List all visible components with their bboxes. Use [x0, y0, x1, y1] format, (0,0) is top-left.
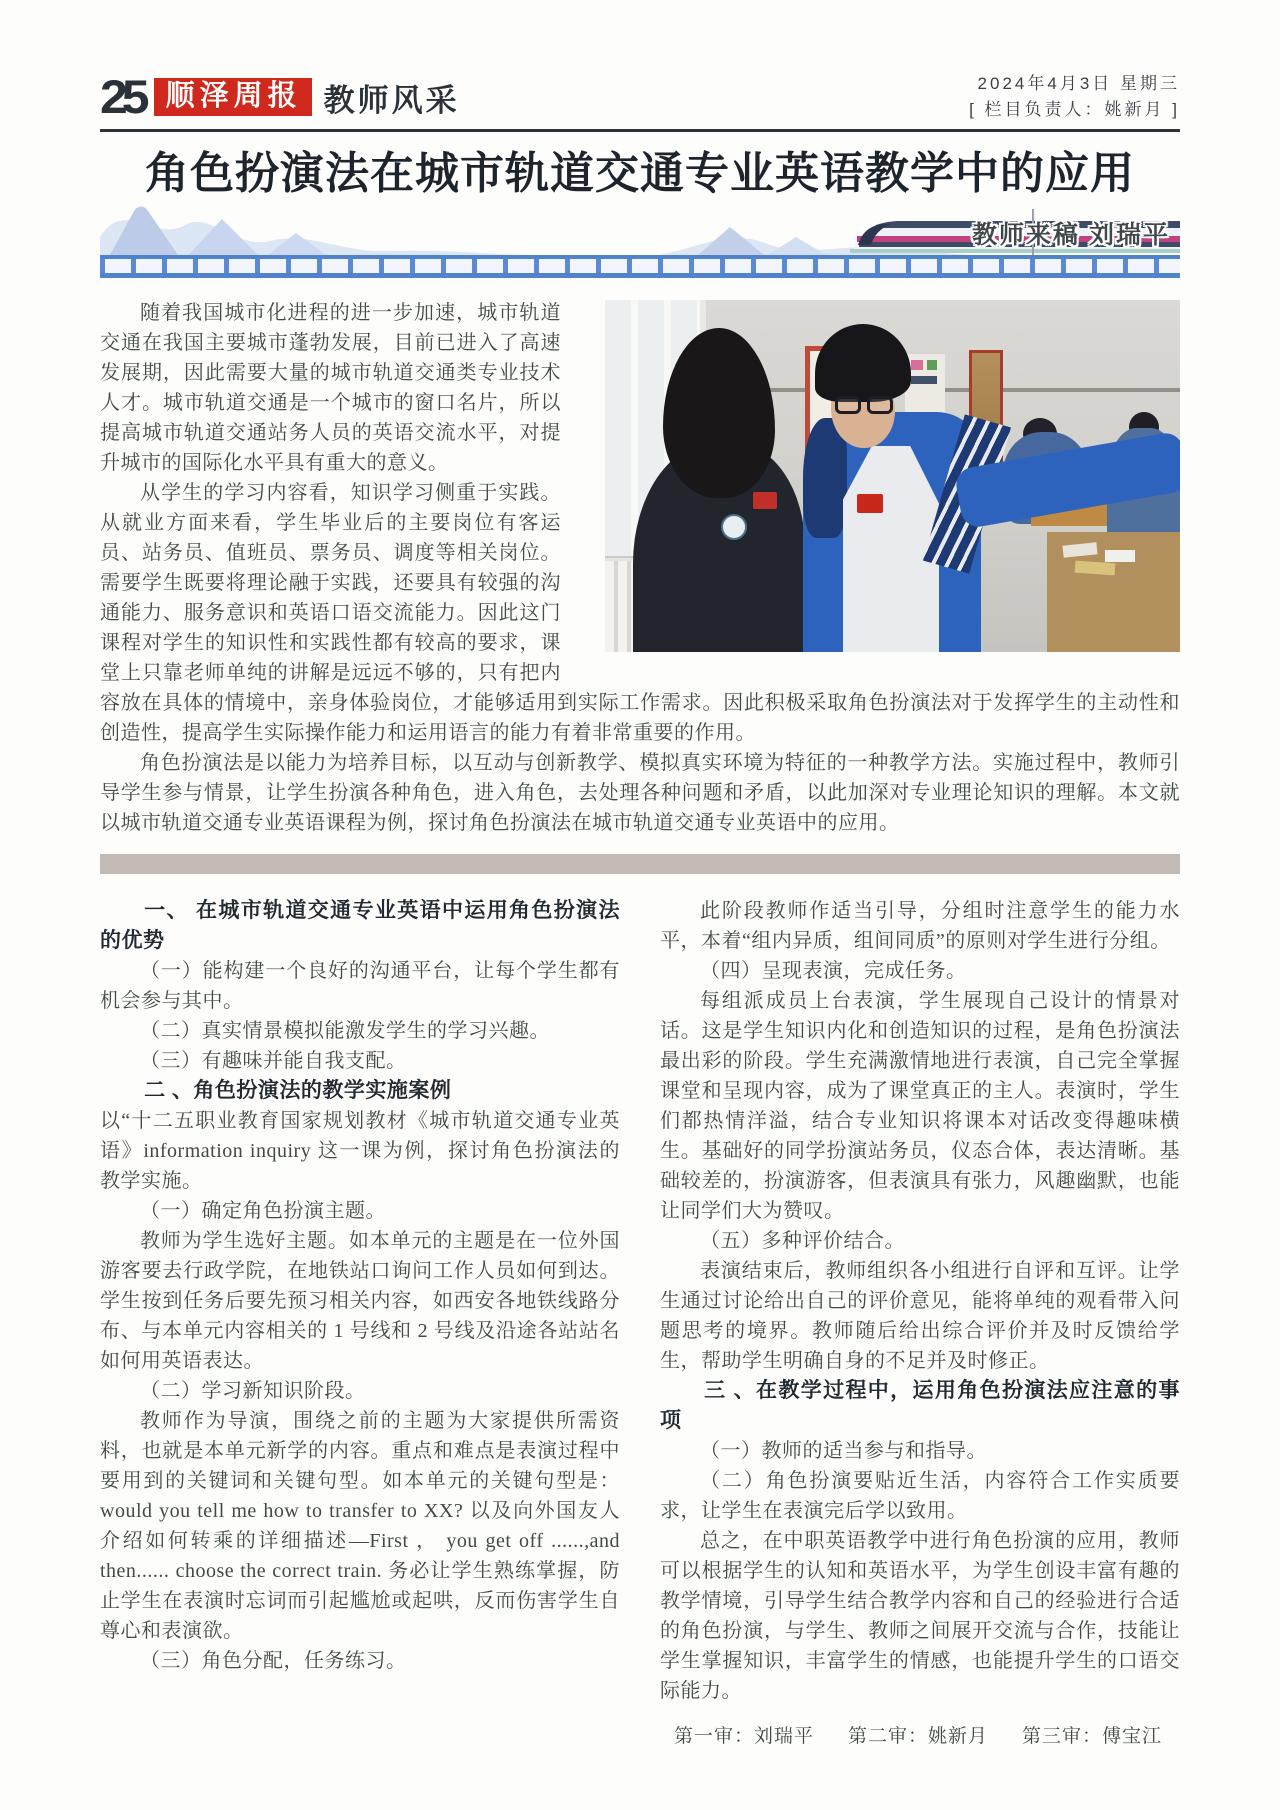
article-byline: 教师来稿 刘瑞平: [972, 221, 1170, 249]
body-paragraph: 表演结束后，教师组织各小组进行自评和互评。让学生通过讨论给出自己的评价意见，能将单纯的观看带入问题思考的境界。教师随后给出综合评价并及时反馈给学生，帮助学生明确自身的不足并及时修正。: [660, 1260, 1180, 1372]
body-paragraph: 以“十二五职业教育国家规划教材《城市轨道交通专业英语》information inquiry 这一课为例，探讨角色扮演法的教学实施。: [100, 1110, 620, 1192]
intro-paragraph: 角色扮演法是以能力为培养目标，以互动与创新教学、模拟真实环境为特征的一种教学方法。实施过程中，教师引导学生参与情景，让学生扮演各种角色，进入角色，去处理各种问题和矛盾，以此加深对专业理论知识的理解。本文就以城市轨道交通专业英语课程为例，探讨角色扮演法在城市轨道交通专业英语中的应用。: [100, 752, 1180, 834]
left-column: [100, 896, 620, 1752]
article-photo: [605, 300, 1180, 652]
body-paragraph: 总之，在中职英语教学中进行角色扮演的应用，教师可以根据学生的认知和英语水平，为学生创设丰富有趣的教学情境，引导学生结合教学内容和自己的经验进行合适的角色扮演，与学生、教师之间展开交流与合作，技能让学生掌握知识，丰富学生的情感，也能提升学生的口语交际能力。: [660, 1530, 1180, 1702]
photo-boy-hair: [815, 324, 911, 402]
intro-paragraph: 随着我国城市化进程的进一步加速，城市轨道交通在我国主要城市蓬勃发展，目前已进入了高速发展期，因此需要大量的城市轨道交通类专业技术人才。城市轨道交通是一个城市的窗口名片，所以提高城市轨道交通站务人员的英语交流水平，对提升城市的国际化水平具有重大的意义。: [100, 302, 561, 474]
body-paragraph: （一）教师的适当参与和指导。: [700, 1440, 987, 1462]
photo-pinboard-detail: [911, 376, 937, 384]
editor-line: [ 栏目负责人：姚新月 ]: [969, 100, 1180, 119]
body-paragraph: （五）多种评价结合。: [700, 1230, 905, 1252]
article-columns: [100, 896, 1180, 1752]
section-divider: [100, 854, 1180, 874]
masthead-logo: 顺泽周报: [154, 78, 312, 116]
photo-girl-flag-patch: [753, 492, 777, 509]
column-heading: 一、 在城市轨道交通专业英语中运用角色扮演法的优势: [100, 899, 620, 952]
photo-girl-badge: [721, 514, 747, 540]
section-name: 教师风采: [323, 82, 460, 118]
review-line: [660, 1722, 1180, 1752]
body-paragraph: （三）有趣味并能自我支配。: [140, 1050, 407, 1072]
body-paragraph: 每组派成员上台表演，学生展现自己设计的情景对话。这是学生知识内化和创造知识的过程，是角色扮演法最出彩的阶段。学生充满激情地进行表演，自己完全掌握课堂和呈现内容，成为了课堂真正的主人。表演时，学生们都热情洋溢，结合专业知识将课本对话改变得趣味横生。基础好的同学扮演站务员，仪态合体，表达清晰。基础较差的，扮演游客，但表演具有张力，风趣幽默，也能让同学们大为赞叹。: [660, 990, 1180, 1222]
body-paragraph: （二）角色扮演要贴近生活，内容符合工作实质要求，让学生在表演完后学以致用。: [660, 1470, 1180, 1522]
article-title: 角色扮演法在城市轨道交通专业英语教学中的应用: [145, 149, 1135, 198]
column-heading: 二 、角色扮演法的教学实施案例: [144, 1079, 452, 1102]
reviewer-second: 第二审：姚新月: [848, 1726, 989, 1747]
photo-pinboard-detail: [927, 360, 937, 370]
header-rule: [100, 129, 1180, 132]
column-heading: 三 、在教学过程中，运用角色扮演法应注意的事项: [660, 1379, 1180, 1432]
body-paragraph: （四）呈现表演，完成任务。: [700, 960, 967, 982]
body-paragraph: （二）学习新知识阶段。: [140, 1380, 366, 1402]
intro-section: [100, 298, 1180, 838]
photo-boy-glasses: [867, 396, 893, 414]
intro-paragraph: 从学生的学习内容看，知识学习侧重于实践。从就业方面来看，学生毕业后的主要岗位有客运员、站务员、值班员、票务员、调度等相关岗位。需要学生既要将理论融于实践，还要具有较强的沟通能力、服务意识和英语口语交流能力。因此这门课程对学生的知识性和实践性都有较高的要求，课堂上只靠老师单纯的讲解是远远不够的，只有把内容放在具体的情境中，亲身体验岗位，才能够适用到实际工作需求。因此积极采取角色扮演法对于发挥学生的主动性和创造性，提高学生实际操作能力和运用语言的能力有着非常重要的作用。: [100, 482, 1180, 744]
photo-boy-flag-patch: [857, 494, 883, 513]
body-paragraph: （三）角色分配，任务练习。: [140, 1650, 407, 1672]
date-line: 2024年4月3日 星期三: [977, 74, 1180, 93]
photo-boy-jacket-panel: [843, 446, 939, 652]
body-paragraph: （二）真实情景模拟能激发学生的学习兴趣。: [140, 1020, 550, 1042]
body-paragraph: 教师为学生选好主题。如本单元的主题是在一位外国游客要去行政学院，在地铁站口询问工作人员如何到达。学生按到任务后要先预习相关内容，如西安各地铁线路分布、与本单元内容相关的 1 号线和 2 号线及沿途各站站名如何用英语表达。: [100, 1230, 620, 1372]
page-number: 25: [100, 70, 144, 124]
page-content: [100, 72, 1180, 1752]
page-header: [100, 72, 1180, 122]
reviewer-first: 第一审：刘瑞平: [674, 1726, 815, 1747]
body-paragraph: （一）能构建一个良好的沟通平台，让每个学生都有机会参与其中。: [100, 960, 620, 1012]
railway-track: [100, 255, 1180, 278]
body-paragraph: （一）确定角色扮演主题。: [140, 1200, 386, 1222]
photo-book: [1105, 550, 1135, 562]
body-paragraph: 此阶段教师作适当引导，分组时注意学生的能力水平，本着“组内异质，组间同质”的原则对学生进行分组。: [660, 900, 1180, 952]
header-meta: [969, 71, 1180, 123]
right-column: [660, 896, 1180, 1752]
decorative-band: [100, 203, 1180, 255]
reviewer-third: 第三审：傅宝江: [1022, 1726, 1163, 1747]
photo-pinboard-detail: [911, 360, 923, 370]
photo-boy-glasses: [835, 396, 861, 414]
body-paragraph: 教师作为导演，围绕之前的主题为大家提供所需资料，也就是本单元新学的内容。重点和难点是表演过程中要用到的关键词和关键句型。如本单元的关键句型是：would you tell me how to transfer to XX? 以及向外国友人介绍如何转乘的详细描述—First ， you get off ......,and then...... choose the correct train. 务必让学生熟练掌握，防止学生在表演时忘词而引起尴尬或起哄，反而伤害学生自尊心和表演欲。: [100, 1410, 620, 1642]
